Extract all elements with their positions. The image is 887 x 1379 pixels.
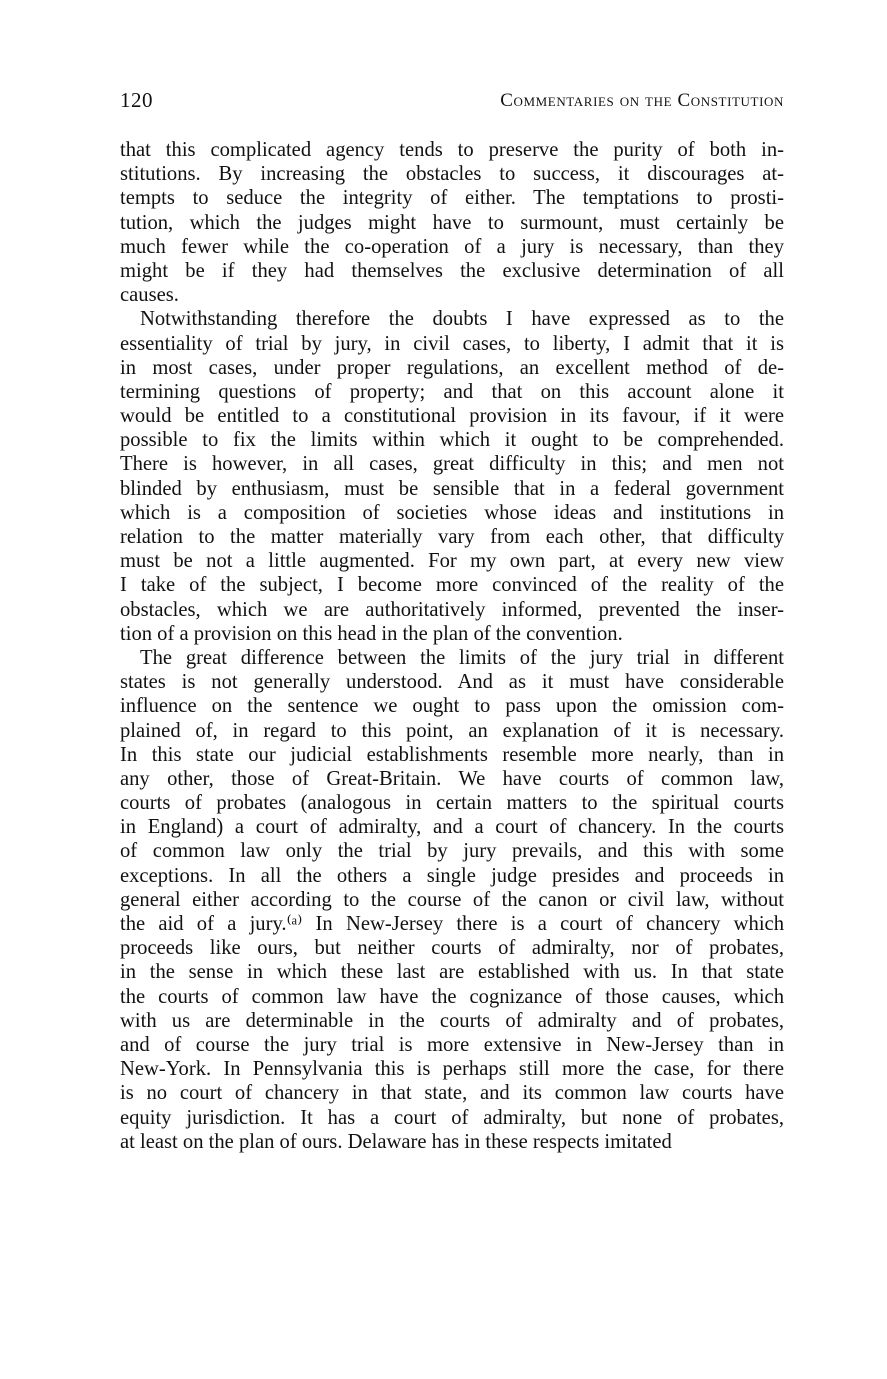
text-line: causes. — [120, 284, 179, 307]
text-line: in most cases, under proper regulations, an excellent method of de- — [120, 356, 784, 379]
text-line: general either according to the course of the canon or civil law, without — [120, 888, 784, 911]
text-line: must be not a little augmented. For my own part, at every new view — [120, 550, 784, 573]
text-line: in the sense in which these last are established with us. In that state — [120, 961, 784, 984]
text-line: the courts of common law have the cognizance of those causes, which — [120, 985, 784, 1008]
text-line: and of course the jury trial is more extensive in New-Jersey than in — [120, 1033, 784, 1056]
text-line: relation to the matter materially vary from each other, that difficulty — [120, 526, 784, 548]
text-line: of common law only the trial by jury prevails, and this with some — [120, 840, 784, 863]
running-head: Commentaries on the Constitution — [500, 90, 784, 111]
body-text — [120, 138, 784, 1154]
text-line: I take of the subject, I become more convinced of the reality of the — [120, 574, 784, 597]
text-line: exceptions. In all the others a single judge presides and proceeds in — [120, 864, 784, 887]
text-line: stitutions. By increasing the obstacles to success, it discourages at- — [120, 163, 784, 186]
text-line: any other, those of Great-Britain. We have courts of common law, — [120, 767, 784, 790]
text-line: There is however, in all cases, great difficulty in this; and men not — [120, 453, 784, 476]
text-line: which is a composition of societies whose ideas and institutions in — [120, 501, 784, 524]
text-line: much fewer while the co-operation of a jury is necessary, than they — [120, 235, 784, 258]
page-number: 120 — [120, 88, 153, 112]
text-line: influence on the sentence we ought to pass upon the omission com- — [120, 695, 784, 718]
page-header — [120, 88, 784, 118]
text-line: the aid of a jury.⁽ᵃ⁾ In New-Jersey there is a court of chancery which — [120, 913, 784, 935]
text-line: blinded by enthusiasm, must be sensible that in a federal government — [120, 477, 784, 500]
text-line: might be if they had themselves the exclusive determination of all — [120, 259, 784, 282]
paragraph — [120, 646, 784, 1154]
text-line: termining questions of property; and that on this account alone it — [120, 380, 784, 403]
text-line: in England) a court of admiralty, and a court of chancery. In the courts — [120, 816, 784, 839]
paragraph — [120, 307, 784, 646]
text-line: with us are determinable in the courts of admiralty and of probates, — [120, 1009, 784, 1032]
text-line: courts of probates (analogous in certain matters to the spiritual courts — [120, 792, 784, 815]
text-line: essentiality of trial by jury, in civil cases, to liberty, I admit that it is — [120, 332, 784, 355]
text-line: New-York. In Pennsylvania this is perhaps still more the case, for there — [120, 1058, 784, 1081]
text-line: is no court of chancery in that state, and its common law courts have — [120, 1082, 784, 1105]
paragraph — [120, 138, 784, 307]
text-line: tution, which the judges might have to surmount, must certainly be — [120, 211, 784, 234]
text-line: at least on the plan of ours. Delaware has in these respects imitated — [120, 1130, 672, 1153]
text-line: In this state our judicial establishments resemble more nearly, than in — [120, 743, 784, 766]
text-line: states is not generally understood. And as it must have considerable — [120, 671, 784, 694]
text-line: possible to fix the limits within which it ought to be comprehended. — [120, 429, 784, 452]
text-line: The great difference between the limits of the jury trial in different — [140, 646, 784, 669]
text-line: equity jurisdiction. It has a court of admiralty, but none of probates, — [120, 1106, 784, 1129]
text-line: Notwithstanding therefore the doubts I have expressed as to the — [140, 308, 784, 331]
text-line: tion of a provision on this head in the plan of the convention. — [120, 622, 623, 645]
text-line: proceeds like ours, but neither courts of admiralty, nor of probates, — [120, 937, 784, 960]
text-line: tempts to seduce the integrity of either. The temptations to prosti- — [120, 187, 784, 210]
text-line: that this complicated agency tends to preserve the purity of both in- — [120, 139, 784, 161]
text-line: would be entitled to a constitutional provision in its favour, if it were — [120, 405, 784, 428]
text-line: obstacles, which we are authoritatively informed, prevented the inser- — [120, 598, 784, 621]
text-line: plained of, in regard to this point, an explanation of it is necessary. — [120, 719, 784, 742]
